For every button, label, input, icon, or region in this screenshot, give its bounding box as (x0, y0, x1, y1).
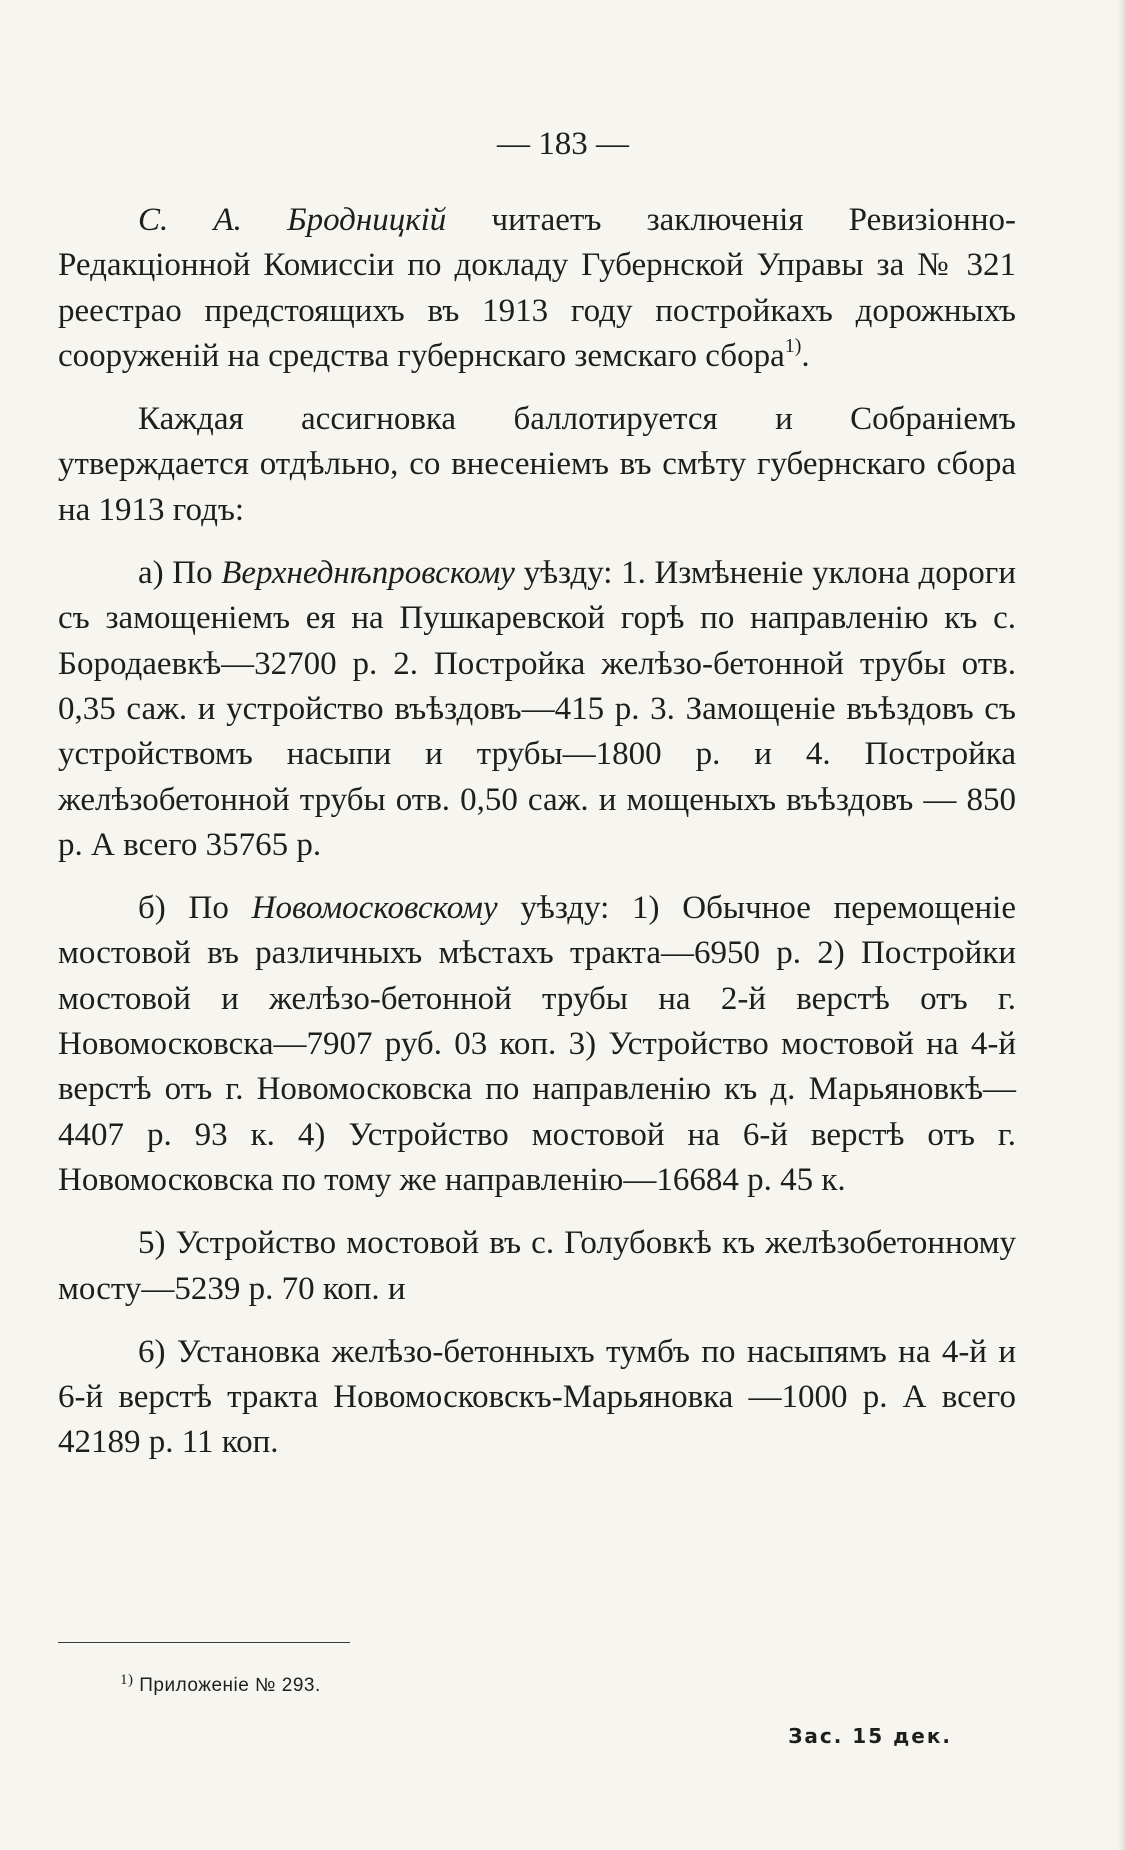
footnote-divider (58, 1642, 350, 1643)
paragraph-item-6 (58, 1330, 1016, 1466)
item-prefix: а) По (138, 555, 222, 592)
footnote-mark: 1) (120, 1672, 134, 1688)
paragraph-text: читаетъ заключенія Ревизіонно-Редакціонной Комиссіи по докладу Губернской Управы за № 321 реестрао предстоящихъ въ 1913 году постройкахъ дорожныхъ сооруженій на средства губернскаго земскаго сбора (58, 202, 1016, 374)
footnote (120, 1672, 321, 1697)
paragraph-text: уѣзду: 1) Обычное перемощеніе мостовой въ различныхъ мѣстахъ тракта—6950 р. 2) Постройки мостовой и желѣзо-бетонной трубы на 2-й верстѣ отъ г. Новомосковска—7907 руб. 03 коп. 3) Устройство мостовой на 4-й верстѣ отъ г. Новомосковска по направленію къ д. Марьяновкѣ—4407 р. 93 к. 4) Устройство мостовой на 6-й верстѣ отъ г. Новомосковска по тому же направленію—16684 р. 45 к. (58, 890, 1016, 1198)
district-name: Новомосковскому (251, 890, 498, 927)
page-number: — 183 — (497, 126, 629, 162)
paragraph-text: 6) Установка желѣзо-бетонныхъ тумбъ по насыпямъ на 4-й и 6-й верстѣ тракта Новомосковскъ-Марьяновка —1000 р. А всего 42189 р. 11 коп. (58, 1333, 1016, 1461)
item-prefix: б) По (138, 890, 252, 927)
paragraph-district-a (58, 551, 1016, 868)
paragraph-text: уѣзду: 1. Измѣненіе уклона дороги съ замощеніемъ ея на Пушкаревской горѣ по направленію къ с. Бородаевкѣ—32700 р. 2. Постройка желѣзо-бетонной трубы отв. 0,35 саж. и устройство въѣздовъ—415 р. 3. Замощеніе въѣздовъ съ устройствомъ насыпи и трубы—1800 р. и 4. Постройка желѣзобетонной трубы отв. 0,50 саж. и мощеныхъ въѣздовъ — 850 р. А всего 35765 р. (58, 555, 1016, 863)
footnote-text: Приложеніе № 293. (133, 1675, 321, 1696)
paragraph-district-b (58, 886, 1016, 1203)
session-mark: Зас. 15 дек. (788, 1724, 952, 1748)
paragraph-approval (58, 397, 1016, 533)
paragraph-text: 5) Устройство мостовой въ с. Голубовкѣ къ желѣзобетонному мосту—5239 р. 70 коп. и (58, 1225, 1016, 1307)
district-name: Верхнеднѣпровскому (221, 555, 515, 592)
footnote-reference: 1) (784, 334, 802, 357)
paragraph-text: Каждая ассигновка баллотируется и Собраніемъ утверждается отдѣльно, со внесеніемъ въ смѣту губернскаго сбора на 1913 годъ: (58, 401, 1016, 528)
paragraph-report (58, 198, 1016, 379)
body-text (58, 198, 1016, 1466)
page-edge (1118, 0, 1126, 1850)
speaker-name: С. А. Бродницкій (138, 202, 447, 238)
paragraph-tail: . (801, 337, 810, 374)
paragraph-item-5 (58, 1221, 1016, 1312)
